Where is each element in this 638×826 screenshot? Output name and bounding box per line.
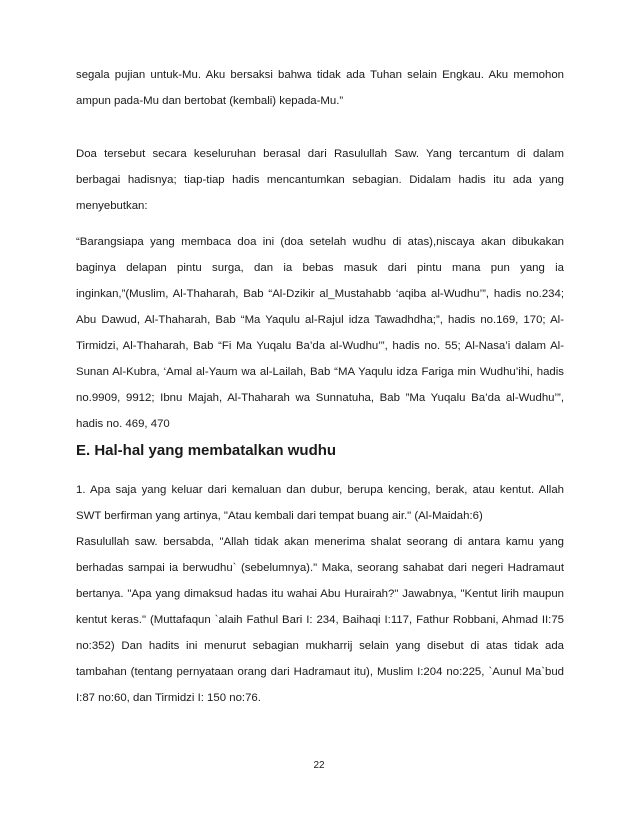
paragraph-prayer-origin: Doa tersebut secara keseluruhan berasal dari Rasulullah Saw. Yang tercantum di dalam berbagai hadisnya; tiap-tiap hadis mencantumkan sebagian. Didalam hadis itu ada yang menyebutkan: bbox=[76, 148, 564, 212]
paragraph-point-1: 1. Apa saja yang keluar dari kemaluan dan dubur, berupa kencing, berak, atau kentut. Allah SWT berfirman yang artinya, "Atau kembali dari tempat buang air." (Al-Maidah:6) bbox=[76, 484, 564, 522]
paragraph-hadith-quote: “Barangsiapa yang membaca doa ini (doa setelah wudhu di atas),niscaya akan dibukakan baginya delapan pintu surga, dan ia bebas masuk dari pintu mana pun yang ia inginkan,”(Muslim, Al-Thaharah, Bab “Al-Dzikir al_Mustahabb ‘aqiba al-Wudhu’”, hadis no.234; Abu Dawud, Al-Thaharah, Bab “Ma Yaqulu al-Rajul idza Tawadhdha;”, hadis no.169, 170; Al-Tirmidzi, Al-Thaharah, Bab “Fi Ma Yuqalu Ba’da al-Wudhu’”, hadis no. 55; Al-Nasa’i dalam Al-Sunan Al-Kubra, ‘Amal al-Yaum wa al-Lailah, Bab “MA Yaqulu idza Fariga min Wudhu’ihi, hadis no.9909, 9912; Ibnu Majah, Al-Thaharah wa Sunnatuha, Bab ”Ma Yuqalu Ba’da al-Wudhu’”, hadis no. 469, 470 bbox=[76, 236, 564, 430]
page-number: 22 bbox=[313, 760, 325, 771]
section-heading: E. Hal-hal yang membatalkan wudhu bbox=[76, 442, 337, 459]
paragraph-hadith-hadas: Rasulullah saw. bersabda, "Allah tidak akan menerima shalat seorang di antara kamu yang berhadas sampai ia berwudhu` (sebelumnya)." Maka, seorang sahabat dari negeri Hadramaut bertanya. "Apa yang dimaksud hadas itu wahai Abu Hurairah?" Jawabnya, "Kentut lirih maupun kentut keras." (Muttafaqun `alaih Fathul Bari I: 234, Baihaqi I:117, Fathur Robbani, Ahmad II:75 no:352) Dan hadits ini menurut sebagian mukharrij selain yang disebut di atas tidak ada tambahan (tentang pernyataan orang dari Hadramaut itu), Muslim I:204 no:225, `Aunul Ma`bud I:87 no:60, dan Tirmidzi I: 150 no:76. bbox=[76, 536, 564, 704]
paragraph-prayer-end: segala pujian untuk-Mu. Aku bersaksi bahwa tidak ada Tuhan selain Engkau. Aku memohon ampun pada-Mu dan bertobat (kembali) kepada-Mu.” bbox=[76, 69, 564, 107]
